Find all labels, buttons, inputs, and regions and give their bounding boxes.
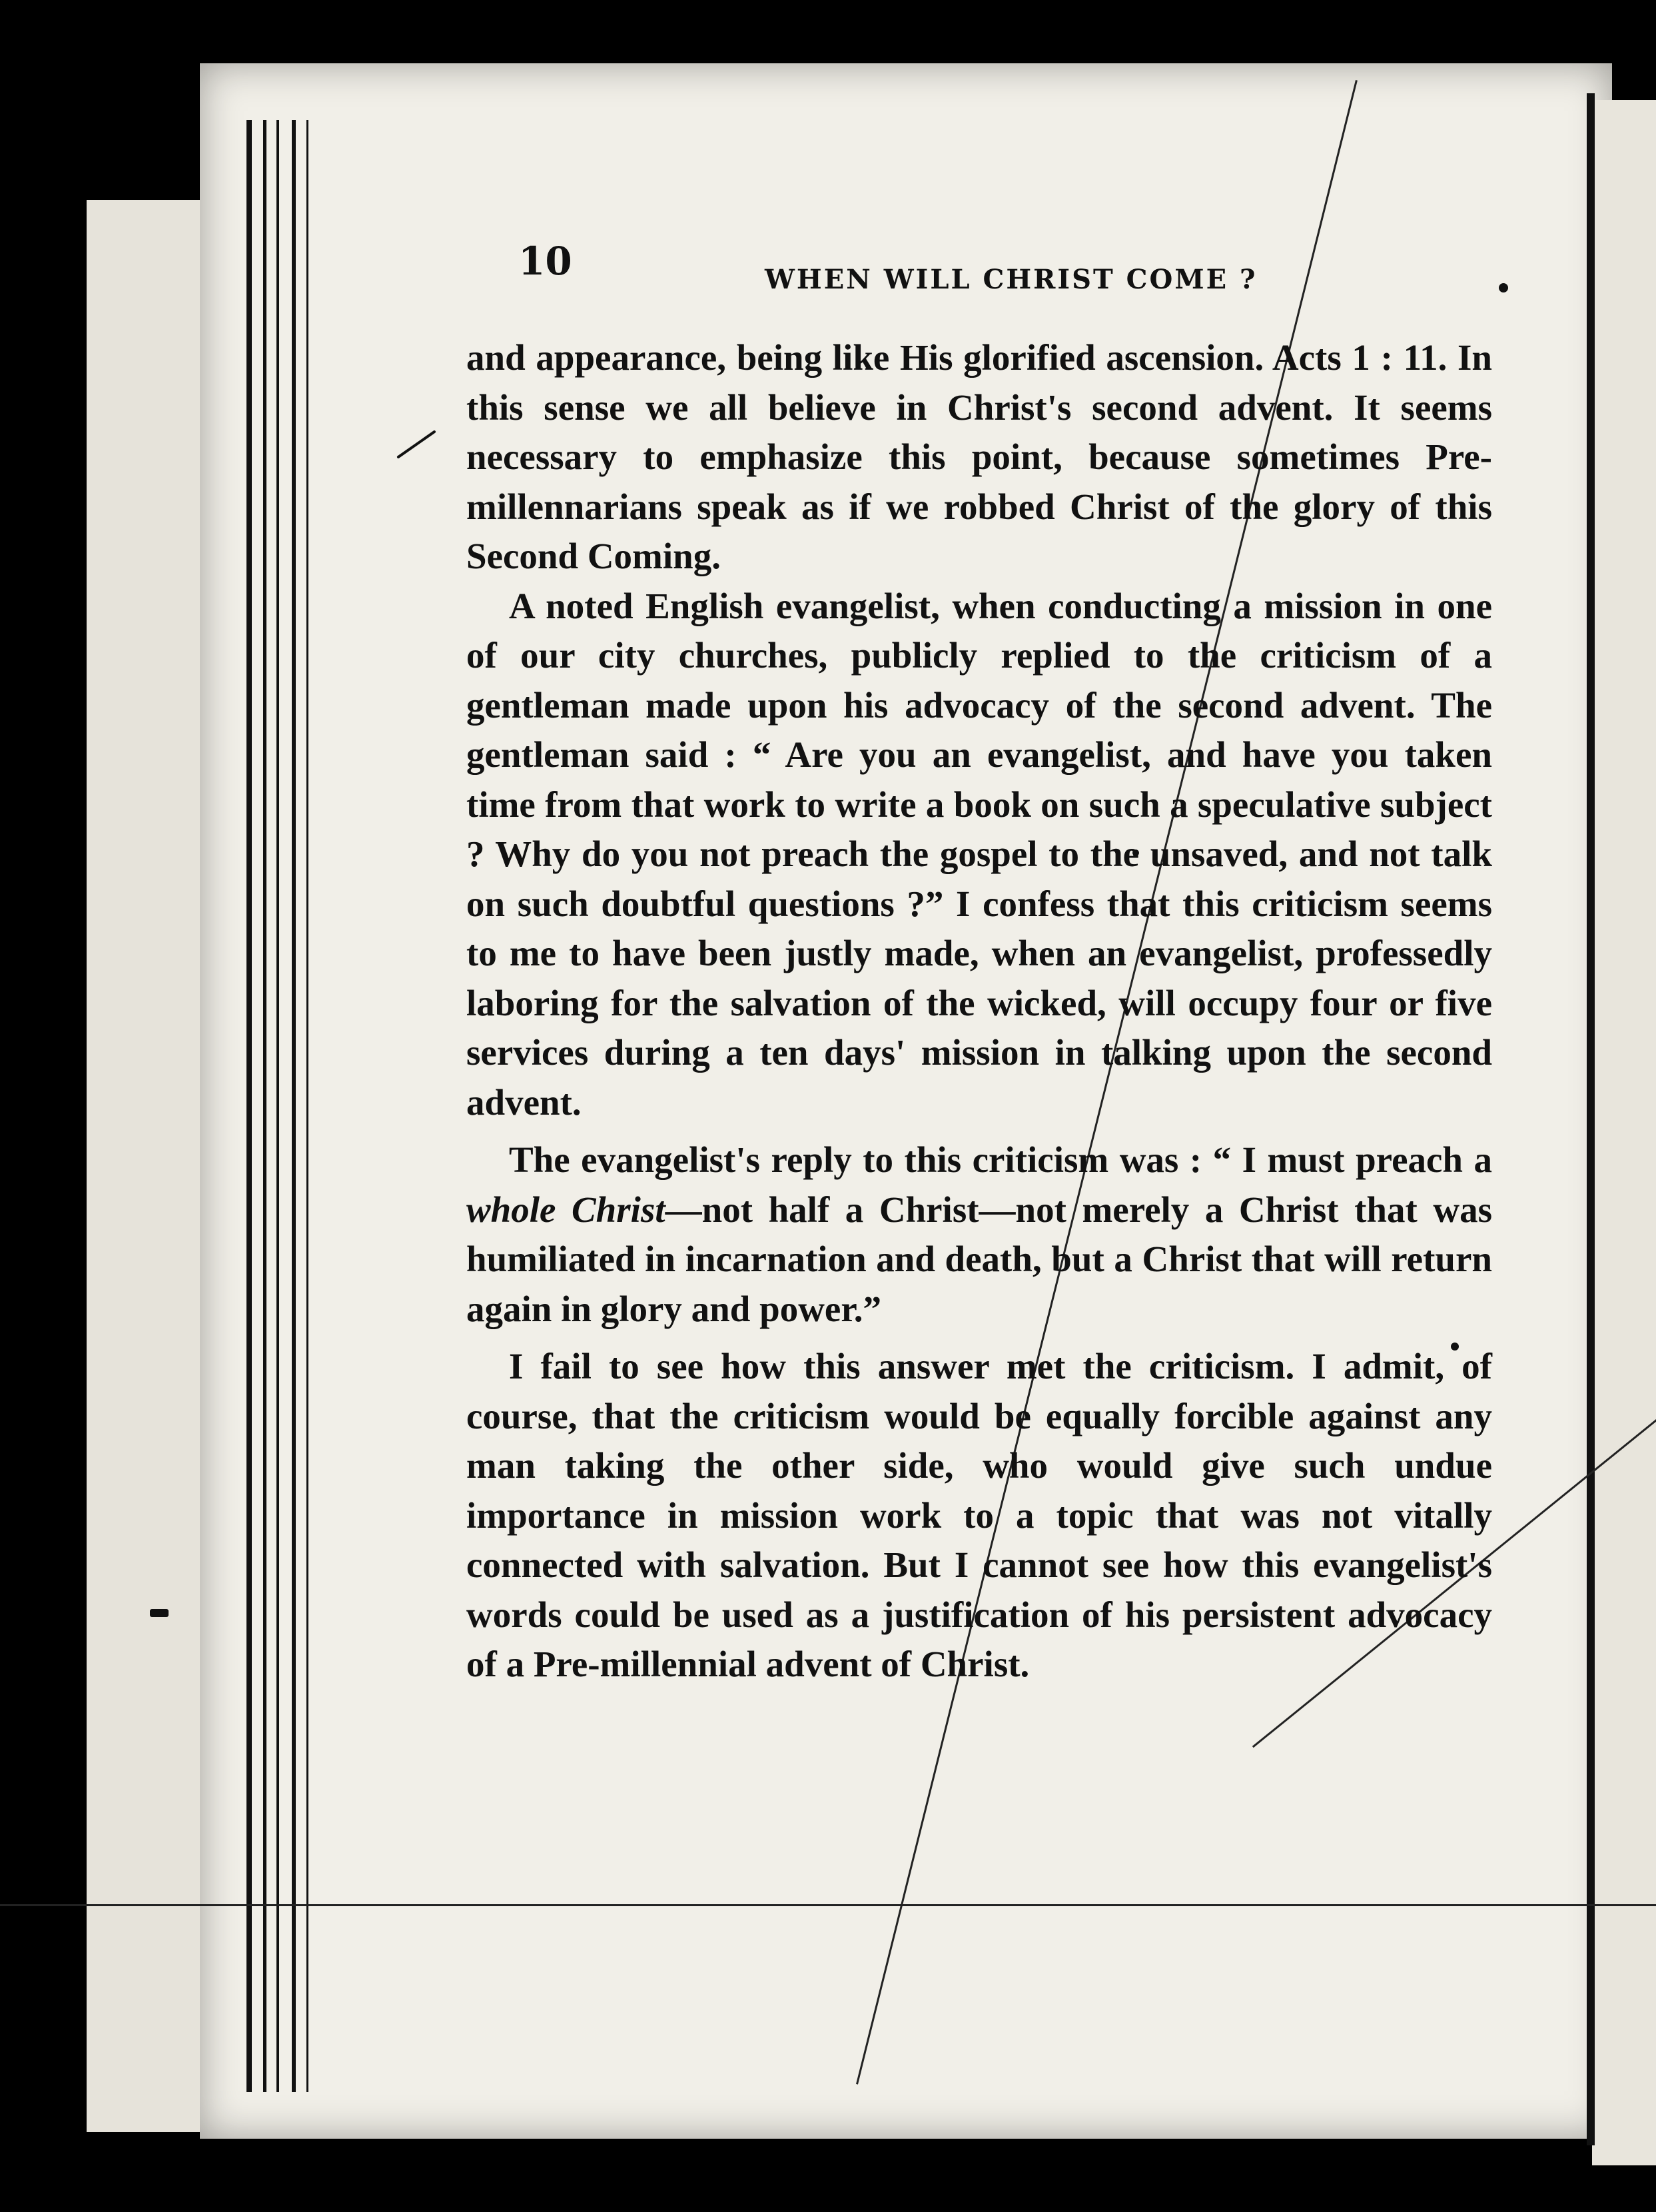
binding-line	[292, 120, 296, 2092]
emphasized-text: whole Christ	[466, 1189, 665, 1230]
binding-line	[276, 120, 279, 2092]
page-header	[518, 239, 1517, 298]
right-margin-rule	[1587, 93, 1595, 2145]
paragraph	[466, 1135, 1492, 1334]
text-run: The evangelist's reply to this criticism was : “ I must preach a	[509, 1139, 1492, 1180]
right-page-edge	[1592, 100, 1656, 2165]
paragraph: I fail to see how this answer met the criticism. I admit, of course, that the criticism would be equally forcible against any man taking the other side, who would give such undue importance in mission work to a topic that was not vitally connected with salvation. But I cannot see how this evangelist's words could be used as a justification of his persistent advocacy of a Pre-millennial advent of Christ.	[466, 1346, 1492, 1684]
running-title: WHEN WILL CHRIST COME ?	[765, 264, 1258, 295]
body-text	[466, 333, 1492, 1698]
paragraph: A noted English evangelist, when conducting a mission in one of our city churches, publicly replied to the criticism of a gentleman made upon his advocacy of the second advent. The gentleman said : “ Are you an evangelist, and have you taken time from that work to write a book on such a speculative subject ? Why do you not preach the gospel to the unsaved, and not talk on such doubtful questions ?” I confess that this criticism seems to me to have been justly made, when an evangelist, professedly laboring for the salvation of the wicked, will occupy four or five services during a ten days' mission in talking upon the second advent.	[466, 585, 1492, 1123]
paragraph: and appearance, being like His glorified ascension. Acts 1 : 11. In this sense we all believe in Christ's second advent. It seems necessary to emphasize this point, because sometimes Pre-millennarians speak as if we robbed Christ of the glory of this Second Coming.	[466, 337, 1492, 576]
binding-line	[246, 120, 252, 2092]
binding-line	[263, 120, 266, 2092]
binding-line	[306, 120, 308, 2092]
ink-speck	[150, 1609, 169, 1617]
scan-artifact-rule	[0, 1904, 1656, 1906]
page-number: 10	[518, 239, 572, 284]
text-run: —not half a Christ—not merely a Christ that was humiliated in incarnation and death, but a Christ that will return again in glory and power.”	[466, 1189, 1492, 1329]
